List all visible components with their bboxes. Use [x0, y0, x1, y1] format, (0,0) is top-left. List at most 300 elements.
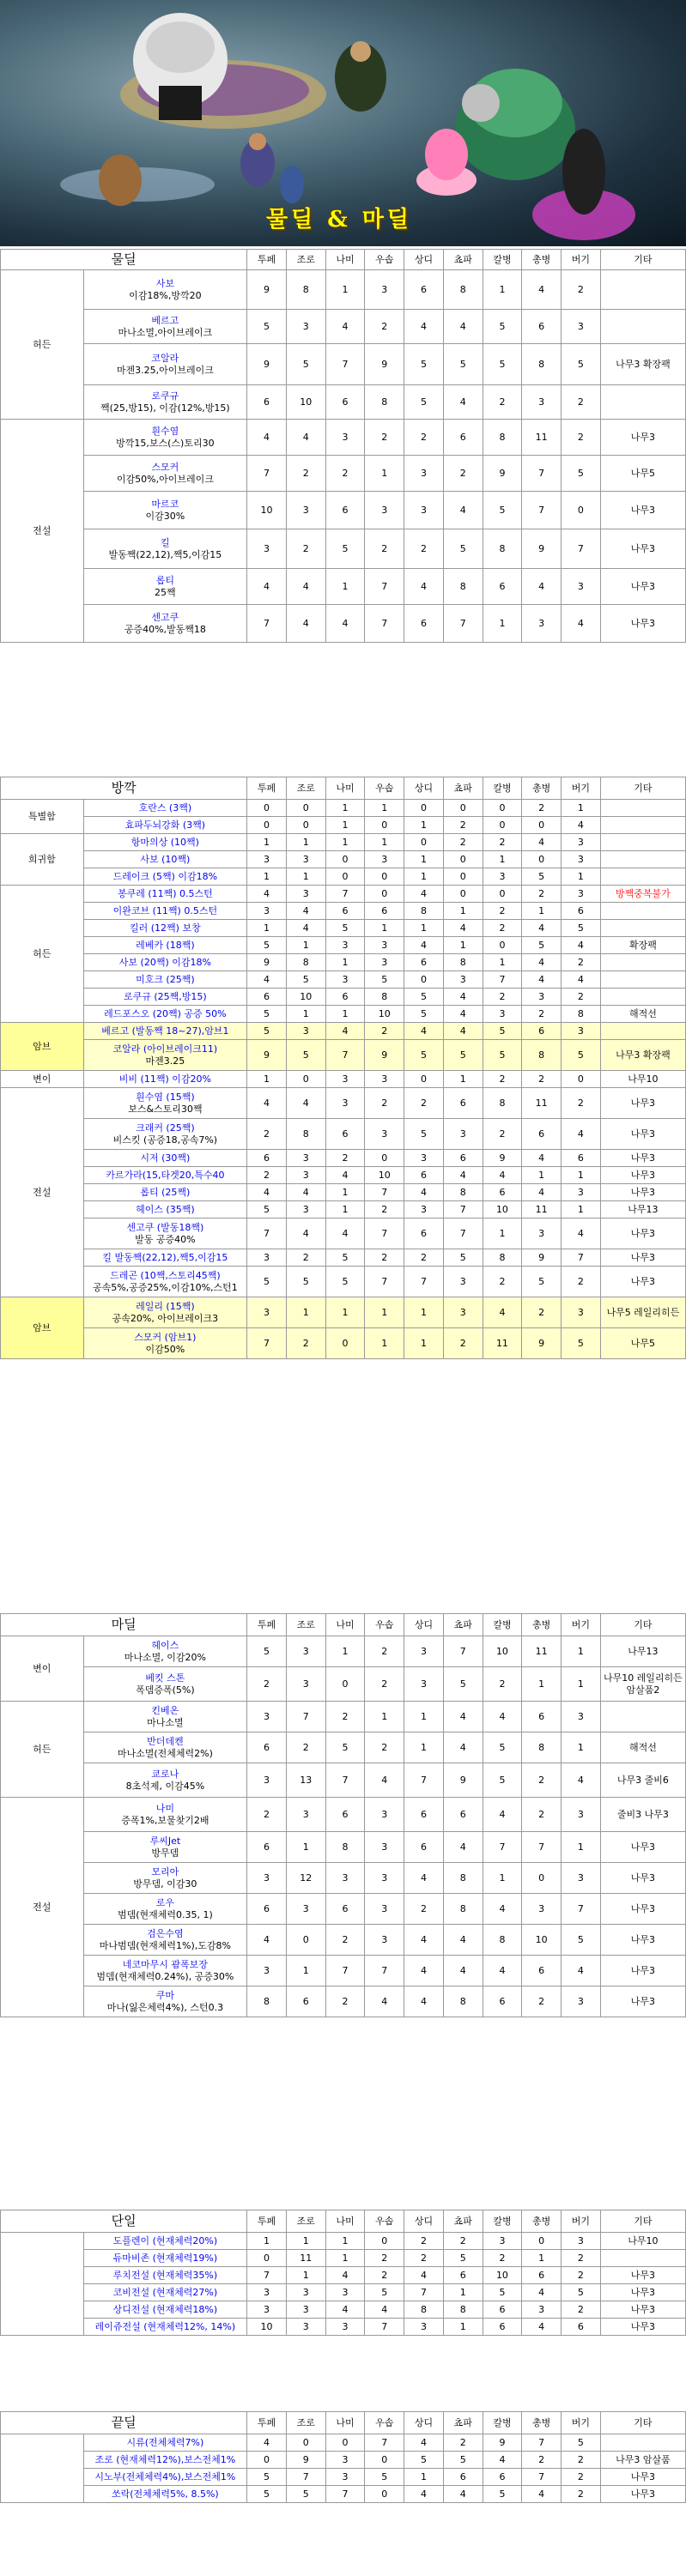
unit-note: 발동 공증40% [135, 1233, 196, 1245]
group-label: 희귀함 [1, 834, 84, 886]
count-cell: 2 [562, 2486, 601, 2503]
count-cell: 1 [325, 2250, 365, 2267]
count-cell: 3 [247, 851, 287, 868]
count-cell: 5 [247, 1201, 287, 1218]
unit-name: 레드포스오 (20짹) 공증 50% [104, 1007, 227, 1019]
count-cell: 5 [247, 1023, 287, 1040]
etc-cell: 나무3 [600, 1167, 685, 1184]
count-cell: 3 [562, 1297, 601, 1328]
count-cell: 5 [286, 2486, 325, 2503]
table-row [1, 1119, 686, 1150]
count-cell: 1 [562, 1636, 601, 1667]
count-cell: 5 [404, 2452, 444, 2469]
count-cell: 1 [443, 2319, 483, 2336]
count-cell: 8 [443, 1184, 483, 1201]
etc-cell [600, 800, 685, 817]
count-cell: 1 [562, 868, 601, 886]
unit-name: 레이쥬전설 (현재체력12%, 14%) [94, 2320, 236, 2332]
count-cell: 3 [443, 1119, 483, 1150]
count-cell: 4 [443, 1956, 483, 1986]
count-cell: 3 [365, 937, 404, 954]
count-cell: 3 [247, 2301, 287, 2319]
count-cell: 5 [483, 492, 522, 529]
count-cell: 3 [365, 954, 404, 971]
count-cell: 11 [522, 1088, 562, 1119]
section-title: 마딜 [1, 1614, 247, 1636]
table-row [1, 1184, 686, 1201]
count-cell: 8 [483, 1249, 522, 1267]
column-header: 상디 [404, 1614, 444, 1636]
column-header: 우솝 [365, 2412, 404, 2434]
count-cell: 1 [404, 817, 444, 834]
count-cell: 3 [483, 2233, 522, 2250]
count-cell: 5 [404, 989, 444, 1006]
count-cell: 2 [286, 529, 325, 569]
unit-note: 공증40%,발동짹18 [124, 623, 206, 635]
etc-cell: 나무13 [600, 1636, 685, 1667]
unit-name: 롭티 (25짹) [140, 1186, 191, 1198]
banner-image [0, 0, 686, 246]
count-cell: 7 [404, 2284, 444, 2301]
unit-cell [83, 903, 247, 920]
unit-name: 반더데켄 [147, 1735, 184, 1747]
count-cell: 2 [325, 1986, 365, 2017]
data-table [0, 2411, 686, 2503]
etc-cell [600, 1702, 685, 1732]
count-cell: 7 [325, 344, 365, 385]
count-cell: 0 [325, 851, 365, 868]
count-cell: 2 [483, 989, 522, 1006]
count-cell: 6 [325, 1798, 365, 1832]
count-cell: 10 [286, 385, 325, 420]
count-cell: 0 [247, 2452, 287, 2469]
table-row [1, 1267, 686, 1297]
column-header: 우솝 [365, 1614, 404, 1636]
unit-name: 스모커 (암브1) [134, 1331, 197, 1343]
count-cell: 5 [483, 2284, 522, 2301]
count-cell: 5 [483, 344, 522, 385]
column-header: 나미 [325, 2412, 365, 2434]
table-row [1, 1218, 686, 1249]
count-cell: 4 [522, 2486, 562, 2503]
unit-name: 항마의상 (10짹) [131, 836, 199, 848]
count-cell: 1 [443, 903, 483, 920]
count-cell: 4 [325, 1023, 365, 1040]
count-cell: 2 [522, 1798, 562, 1832]
count-cell: 2 [562, 2469, 601, 2486]
unit-name: 네코마무시 괌폭보장 [122, 1958, 208, 1970]
unit-name: 크래커 (25짹) [136, 1122, 195, 1134]
count-cell: 6 [404, 1218, 444, 1249]
table-row [1, 851, 686, 868]
unit-name: 호란스 (3짹) [138, 801, 192, 813]
count-cell: 9 [247, 1040, 287, 1071]
count-cell: 7 [325, 1763, 365, 1798]
column-header: 조로 [286, 777, 325, 800]
count-cell: 0 [286, 800, 325, 817]
count-cell: 4 [286, 420, 325, 456]
count-cell: 0 [404, 1071, 444, 1088]
unit-note: 발동짹(22,12),짹5,이감15 [108, 548, 222, 560]
count-cell: 3 [404, 1201, 444, 1218]
table-row [1, 1328, 686, 1359]
count-cell: 4 [483, 1956, 522, 1986]
count-cell: 2 [365, 2267, 404, 2284]
count-cell: 3 [247, 1763, 287, 1798]
etc-cell: 나무5 레일리히든 [600, 1297, 685, 1328]
count-cell: 6 [562, 2319, 601, 2336]
count-cell: 2 [365, 1667, 404, 1702]
count-cell: 7 [522, 456, 562, 492]
count-cell: 6 [562, 1150, 601, 1167]
unit-name: 도플렌이 (현재체력20%) [112, 2234, 218, 2246]
column-header: 상디 [404, 2412, 444, 2434]
count-cell: 5 [443, 1249, 483, 1267]
count-cell: 4 [483, 2452, 522, 2469]
unit-cell [83, 937, 247, 954]
count-cell: 4 [562, 817, 601, 834]
count-cell: 1 [562, 800, 601, 817]
count-cell: 1 [247, 868, 287, 886]
count-cell: 5 [522, 1267, 562, 1297]
unit-cell [83, 1702, 247, 1732]
count-cell: 4 [443, 1023, 483, 1040]
header-row [1, 2210, 686, 2233]
count-cell: 3 [286, 1150, 325, 1167]
column-header: 칼병 [483, 2210, 522, 2233]
count-cell: 4 [365, 2301, 404, 2319]
etc-cell: 나무10 레일리히든 암살품2 [600, 1667, 685, 1702]
count-cell: 11 [522, 1201, 562, 1218]
unit-name: 모리아 [151, 1865, 179, 1878]
count-cell: 2 [404, 529, 444, 569]
count-cell: 4 [404, 1986, 444, 2017]
count-cell: 0 [365, 1150, 404, 1167]
count-cell: 6 [247, 1894, 287, 1925]
count-cell: 3 [247, 903, 287, 920]
table-row [1, 492, 686, 529]
unit-cell [83, 1832, 247, 1863]
count-cell: 5 [365, 2284, 404, 2301]
count-cell: 7 [325, 886, 365, 903]
unit-cell [83, 1088, 247, 1119]
count-cell: 0 [483, 937, 522, 954]
count-cell: 4 [562, 1763, 601, 1798]
unit-cell [83, 1249, 247, 1267]
count-cell: 4 [522, 971, 562, 989]
unit-note: 25짹 [155, 586, 176, 598]
count-cell: 2 [562, 385, 601, 420]
table-row [1, 1956, 686, 1986]
column-header: 상디 [404, 2210, 444, 2233]
unit-note: 짹(25,방15), 이감(12%,방15) [100, 402, 230, 414]
count-cell: 3 [325, 2319, 365, 2336]
column-header: 나미 [325, 777, 365, 800]
count-cell: 4 [404, 1956, 444, 1986]
unit-cell [83, 868, 247, 886]
etc-cell: 나무3 [600, 1267, 685, 1297]
count-cell: 1 [483, 954, 522, 971]
count-cell: 2 [325, 1702, 365, 1732]
count-cell: 7 [247, 1218, 287, 1249]
unit-name: 상디전설 (현재체력18%) [112, 2303, 218, 2315]
count-cell: 5 [365, 2469, 404, 2486]
count-cell: 1 [562, 1201, 601, 1218]
count-cell: 4 [365, 1763, 404, 1798]
unit-name: 드레곤 (10짹,스토리45짹) [110, 1269, 221, 1281]
count-cell: 6 [522, 1702, 562, 1732]
count-cell: 1 [443, 2284, 483, 2301]
unit-cell [83, 1150, 247, 1167]
count-cell: 0 [522, 817, 562, 834]
count-cell: 4 [443, 1167, 483, 1184]
count-cell: 2 [443, 456, 483, 492]
count-cell: 5 [325, 1249, 365, 1267]
count-cell: 2 [483, 1071, 522, 1088]
unit-cell [83, 1732, 247, 1763]
section-table-3 [0, 1613, 686, 2017]
count-cell: 7 [522, 1832, 562, 1863]
count-cell: 3 [286, 1167, 325, 1184]
count-cell: 4 [404, 2267, 444, 2284]
count-cell: 4 [522, 834, 562, 851]
count-cell: 4 [562, 605, 601, 643]
group-label: 전설 [1, 1088, 84, 1297]
count-cell: 4 [247, 420, 287, 456]
count-cell: 9 [247, 270, 287, 310]
count-cell: 4 [443, 310, 483, 344]
count-cell: 4 [404, 1184, 444, 1201]
unit-note: 이감50%,아이브레이크 [116, 473, 214, 485]
unit-cell [83, 1071, 247, 1088]
unit-name: 사보 (20짹) 이감18% [118, 956, 211, 968]
count-cell: 1 [365, 1328, 404, 1359]
count-cell: 8 [443, 270, 483, 310]
count-cell: 1 [404, 851, 444, 868]
count-cell: 4 [562, 1119, 601, 1150]
table-row [1, 1832, 686, 1863]
count-cell: 1 [286, 1832, 325, 1863]
count-cell: 3 [286, 1798, 325, 1832]
count-cell: 4 [365, 1986, 404, 2017]
etc-cell: 나무3 [600, 1925, 685, 1956]
count-cell: 4 [443, 492, 483, 529]
count-cell: 2 [404, 420, 444, 456]
count-cell: 6 [247, 1150, 287, 1167]
count-cell: 8 [404, 903, 444, 920]
table-row [1, 1297, 686, 1328]
count-cell: 6 [483, 2301, 522, 2319]
column-header: 총병 [522, 250, 562, 270]
count-cell: 4 [483, 1297, 522, 1328]
count-cell: 3 [365, 1798, 404, 1832]
table-row [1, 937, 686, 954]
count-cell: 5 [325, 529, 365, 569]
count-cell: 3 [522, 989, 562, 1006]
count-cell: 3 [404, 1667, 444, 1702]
count-cell: 6 [404, 1832, 444, 1863]
etc-cell [600, 971, 685, 989]
unit-name: 레베카 (18짹) [136, 939, 195, 951]
count-cell: 1 [483, 605, 522, 643]
table-row [1, 920, 686, 937]
count-cell: 8 [365, 385, 404, 420]
count-cell: 3 [562, 834, 601, 851]
column-header: 기타 [600, 2412, 685, 2434]
unit-cell [83, 2434, 247, 2452]
count-cell: 11 [522, 1636, 562, 1667]
etc-cell: 나무3 [600, 1150, 685, 1167]
group-label: 전설 [1, 1798, 84, 2017]
count-cell: 3 [443, 1297, 483, 1328]
count-cell: 1 [325, 817, 365, 834]
count-cell: 5 [365, 971, 404, 989]
count-cell: 7 [404, 1763, 444, 1798]
unit-name: 베르고 (발동짹 18~27),암브1 [101, 1025, 229, 1037]
count-cell: 2 [522, 2452, 562, 2469]
count-cell: 1 [325, 954, 365, 971]
table-row [1, 1763, 686, 1798]
unit-cell [83, 456, 247, 492]
count-cell: 1 [286, 2233, 325, 2250]
count-cell: 3 [286, 1023, 325, 1040]
count-cell: 1 [325, 569, 365, 605]
count-cell: 4 [325, 1218, 365, 1249]
count-cell: 1 [404, 868, 444, 886]
unit-cell [83, 1798, 247, 1832]
count-cell: 8 [286, 270, 325, 310]
count-cell: 1 [286, 937, 325, 954]
table-row [1, 1702, 686, 1732]
count-cell: 5 [443, 2452, 483, 2469]
etc-cell: 나무3 [600, 569, 685, 605]
count-cell: 0 [286, 817, 325, 834]
count-cell: 2 [247, 1667, 287, 1702]
count-cell: 4 [325, 605, 365, 643]
count-cell: 1 [286, 1297, 325, 1328]
count-cell: 7 [562, 529, 601, 569]
unit-name: 나미 [155, 1802, 174, 1814]
column-header: 쵸파 [443, 1614, 483, 1636]
count-cell: 6 [404, 954, 444, 971]
count-cell: 5 [562, 344, 601, 385]
column-header: 나미 [325, 250, 365, 270]
count-cell: 4 [443, 1006, 483, 1023]
header-row [1, 777, 686, 800]
count-cell: 1 [443, 1071, 483, 1088]
etc-cell: 나무3 [600, 605, 685, 643]
count-cell: 3 [286, 2301, 325, 2319]
count-cell: 2 [443, 2434, 483, 2452]
count-cell: 2 [443, 1328, 483, 1359]
etc-cell [600, 817, 685, 834]
count-cell: 2 [247, 1167, 287, 1184]
count-cell: 3 [562, 1702, 601, 1732]
count-cell: 1 [562, 1167, 601, 1184]
count-cell: 4 [483, 1894, 522, 1925]
etc-cell: 방짹중복불가 [600, 886, 685, 903]
count-cell: 3 [365, 1071, 404, 1088]
count-cell: 5 [325, 1267, 365, 1297]
count-cell: 3 [562, 2233, 601, 2250]
count-cell: 2 [286, 1328, 325, 1359]
count-cell: 5 [562, 1925, 601, 1956]
count-cell: 7 [522, 2434, 562, 2452]
count-cell: 5 [404, 1040, 444, 1071]
count-cell: 6 [404, 605, 444, 643]
count-cell: 0 [562, 1071, 601, 1088]
unit-note: 마나소멸(전체체력2%) [117, 1747, 213, 1759]
count-cell: 6 [483, 2319, 522, 2336]
count-cell: 1 [404, 1702, 444, 1732]
count-cell: 6 [443, 1150, 483, 1167]
count-cell: 6 [483, 569, 522, 605]
count-cell: 0 [522, 2233, 562, 2250]
etc-cell: 나무3 [600, 1956, 685, 1986]
unit-cell [83, 834, 247, 851]
count-cell: 2 [562, 2301, 601, 2319]
count-cell: 2 [562, 1267, 601, 1297]
group-label: 허든 [1, 270, 84, 420]
table-row [1, 1023, 686, 1040]
count-cell: 1 [247, 2233, 287, 2250]
count-cell: 2 [522, 800, 562, 817]
unit-note: 공속20%, 아이브레이크3 [112, 1312, 219, 1324]
unit-cell [83, 817, 247, 834]
column-header: 투페 [247, 777, 287, 800]
count-cell: 9 [483, 2434, 522, 2452]
count-cell: 3 [562, 886, 601, 903]
etc-cell: 나무3 [600, 1249, 685, 1267]
count-cell: 4 [325, 1167, 365, 1184]
count-cell: 2 [562, 420, 601, 456]
table-row [1, 2250, 686, 2267]
count-cell: 3 [365, 492, 404, 529]
count-cell: 4 [247, 1925, 287, 1956]
count-cell: 3 [247, 2284, 287, 2301]
etc-cell: 나무3 [600, 2301, 685, 2319]
count-cell: 7 [443, 605, 483, 643]
column-header: 쵸파 [443, 2210, 483, 2233]
count-cell: 2 [404, 1088, 444, 1119]
count-cell: 2 [483, 2250, 522, 2267]
unit-cell [83, 2233, 247, 2250]
unit-cell [83, 1184, 247, 1201]
count-cell: 5 [286, 1040, 325, 1071]
count-cell: 5 [404, 385, 444, 420]
table-row [1, 2469, 686, 2486]
count-cell: 13 [286, 1763, 325, 1798]
count-cell: 5 [483, 2486, 522, 2503]
data-table [0, 2210, 686, 2336]
count-cell: 1 [325, 1006, 365, 1023]
count-cell: 1 [286, 1956, 325, 1986]
unit-name: 루씨Jet [149, 1835, 181, 1847]
count-cell: 6 [286, 1986, 325, 2017]
column-header: 조로 [286, 2412, 325, 2434]
section-table-1 [0, 249, 686, 643]
count-cell: 1 [365, 1702, 404, 1732]
count-cell: 1 [286, 1006, 325, 1023]
count-cell: 4 [247, 886, 287, 903]
count-cell: 2 [325, 1150, 365, 1167]
unit-cell [83, 2469, 247, 2486]
etc-cell: 나무3 [600, 1863, 685, 1894]
count-cell: 3 [286, 492, 325, 529]
count-cell: 5 [483, 1763, 522, 1798]
count-cell: 3 [286, 1201, 325, 1218]
count-cell: 6 [325, 989, 365, 1006]
